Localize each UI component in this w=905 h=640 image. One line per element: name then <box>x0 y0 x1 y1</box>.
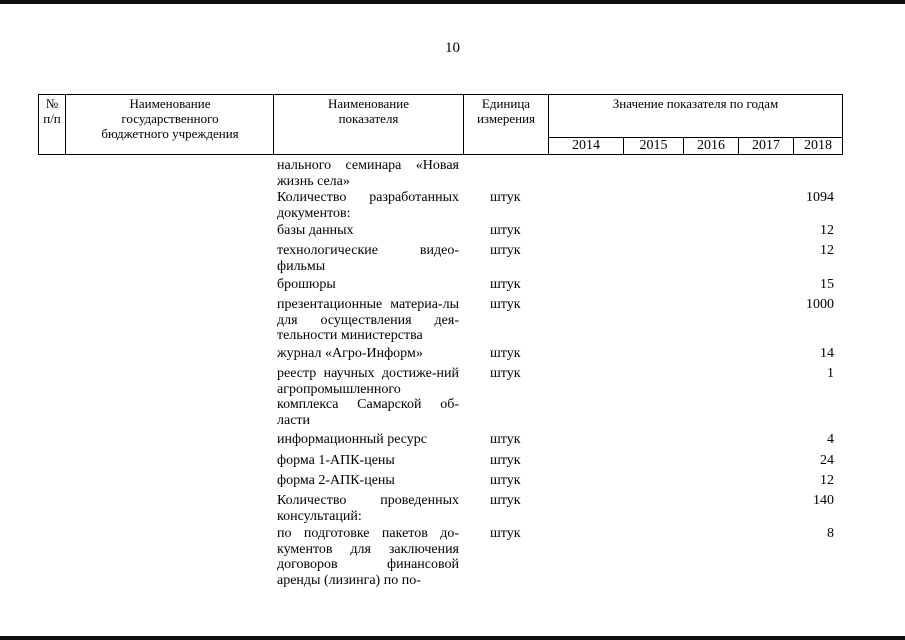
row-value-2018: 14 <box>820 346 834 361</box>
row-value-2018: 1 <box>827 366 834 381</box>
row-indicator: базы данных <box>277 223 354 238</box>
row-value-2018: 8 <box>827 526 834 541</box>
year-2015: 2015 <box>639 138 668 153</box>
year-2014: 2014 <box>572 138 600 153</box>
row-unit: штук <box>490 297 521 312</box>
row-value-2018: 24 <box>820 453 834 468</box>
row-indicator: по подготовке пакетов до-кументов для заключения договоров финансовой аренды (лизинга) по по- <box>277 526 459 588</box>
row-indicator: нального семинара «Новая жизнь села» <box>277 158 459 189</box>
row-value-2018: 4 <box>827 432 834 447</box>
row-value-2018: 15 <box>820 277 834 292</box>
top-border <box>0 0 905 4</box>
row-unit: штук <box>490 190 521 205</box>
row-indicator: Количество проведенных консультаций: <box>277 493 459 524</box>
col-line <box>38 94 39 155</box>
col-line <box>842 94 843 155</box>
row-value-2018: 1094 <box>806 190 834 205</box>
row-indicator: реестр научных достиже-ний агропромышленного комплекса Самарской об-ласти <box>277 366 459 428</box>
bottom-border <box>0 636 905 640</box>
header-bottom-line <box>38 154 843 155</box>
row-unit: штук <box>490 526 521 541</box>
row-unit: штук <box>490 473 521 488</box>
header-unit: Единица измерения <box>476 96 536 126</box>
row-unit: штук <box>490 346 521 361</box>
row-indicator: форма 1-АПК-цены <box>277 453 395 468</box>
row-indicator: журнал «Агро-Информ» <box>277 346 423 361</box>
row-value-2018: 140 <box>813 493 834 508</box>
row-indicator: презентационные материа-лы для осуществления дея-тельности министерства <box>277 297 459 343</box>
year-2018: 2018 <box>804 138 832 153</box>
header-num: № п/п <box>43 96 61 126</box>
row-unit: штук <box>490 223 521 238</box>
row-unit: штук <box>490 453 521 468</box>
row-indicator: информационный ресурс <box>277 432 427 447</box>
year-2017: 2017 <box>752 138 780 153</box>
row-indicator: Количество разработанных документов: <box>277 190 459 221</box>
row-unit: штук <box>490 493 521 508</box>
row-indicator: брошюры <box>277 277 336 292</box>
row-unit: штук <box>490 366 521 381</box>
header-values-by-year: Значение показателя по годам <box>612 96 779 111</box>
row-value-2018: 12 <box>820 243 834 258</box>
table-header <box>38 94 843 155</box>
header-top-line <box>38 94 843 95</box>
row-value-2018: 1000 <box>806 297 834 312</box>
row-unit: штук <box>490 243 521 258</box>
year-2016: 2016 <box>697 138 725 153</box>
col-line <box>463 94 464 155</box>
row-unit: штук <box>490 432 521 447</box>
col-line <box>273 94 274 155</box>
row-indicator: форма 2-АПК-цены <box>277 473 395 488</box>
page-number: 10 <box>445 40 460 56</box>
row-value-2018: 12 <box>820 223 834 238</box>
header-institution: Наименование государственного бюджетного учреждения <box>101 96 239 141</box>
col-line <box>65 94 66 155</box>
row-unit: штук <box>490 277 521 292</box>
row-indicator: технологические видео-фильмы <box>277 243 459 274</box>
header-indicator: Наименование показателя <box>328 96 409 126</box>
row-value-2018: 12 <box>820 473 834 488</box>
